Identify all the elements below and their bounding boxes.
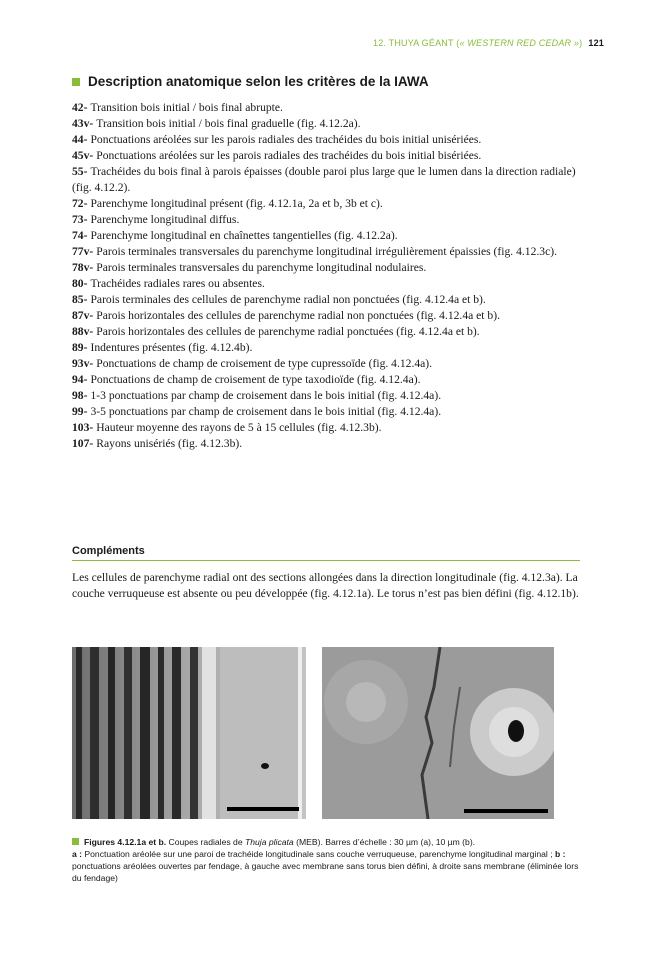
feature-code: 43v- (72, 117, 94, 130)
feature-code: 99- (72, 405, 88, 418)
feature-text: Transition bois initial / bois final graduelle (fig. 4.12.2a). (96, 117, 361, 130)
feature-text: Trachéides radiales rares ou absentes. (90, 277, 265, 290)
section-heading (72, 74, 429, 89)
complements-heading: Compléments (72, 545, 580, 561)
running-title: 12. THUYA GÉANT (« WESTERN RED CEDAR ») (373, 38, 583, 48)
feature-code: 98- (72, 389, 88, 402)
feature-item (72, 308, 587, 324)
feature-text: Parois terminales des cellules de parenchyme radial non ponctuées (fig. 4.12.4a et b). (90, 293, 486, 306)
feature-text: Parenchyme longitudinal en chaînettes tangentielles (fig. 4.12.2a). (90, 229, 398, 242)
feature-code: 107- (72, 437, 94, 450)
feature-text: Ponctuations de champ de croisement de type cupressoïde (fig. 4.12.4a). (96, 357, 433, 370)
feature-code: 72- (72, 197, 88, 210)
figure-caption: Figures 4.12.1a et b. Coupes radiales de Thuja plicata (MEB). Barres d’échelle : 30 µm (a), 10 µm (b). a : Ponctuation aréolée sur une paroi de trachéide longitudinale sans couche verruqueuse, parenchyme longitudinal marginal ; b : ponctuations aréolées ouvertes par fendage, à gauche avec membrane sans torus bien défini, à droite sans membrane (éliminée lors du fendage) (72, 837, 579, 883)
feature-text: Parois terminales transversales du parenchyme longitudinal irrégulièrement épaissies (fig. 4.12.3c). (96, 245, 557, 258)
feature-text: 1-3 ponctuations par champ de croisement dans le bois initial (fig. 4.12.4a). (90, 389, 442, 402)
caption-a-label: a : (72, 849, 83, 859)
feature-item (72, 244, 587, 260)
feature-code: 88v- (72, 325, 94, 338)
feature-item (72, 132, 587, 148)
feature-item (72, 404, 587, 420)
feature-code: 77v- (72, 245, 94, 258)
complements-paragraph: Les cellules de parenchyme radial ont des sections allongées dans la direction longitudinale (fig. 4.12.3a). La couche verruqueuse est absente ou peu développée (fig. 4.12.1a). Le torus n’est pas bien défini (fig. 4.12.1b). (72, 571, 579, 600)
caption-bullet-square-icon (72, 838, 79, 845)
running-header (373, 38, 604, 48)
feature-text: Parois terminales transversales du parenchyme longitudinal nodulaires. (96, 261, 427, 274)
caption-b-label: b : (555, 849, 566, 859)
feature-code: 74- (72, 229, 88, 242)
feature-item (72, 164, 587, 196)
feature-item (72, 340, 587, 356)
feature-text: Indentures présentes (fig. 4.12.4b). (90, 341, 253, 354)
feature-item (72, 436, 587, 452)
feature-code: 85- (72, 293, 88, 306)
iawa-feature-list (72, 100, 587, 452)
feature-item (72, 260, 587, 276)
feature-text: Hauteur moyenne des rayons de 5 à 15 cellules (fig. 4.12.3b). (96, 421, 382, 434)
feature-code: 89- (72, 341, 88, 354)
feature-text: Rayons unisériés (fig. 4.12.3b). (96, 437, 243, 450)
bullet-square-icon (72, 78, 80, 86)
feature-item (72, 212, 587, 228)
feature-item (72, 100, 587, 116)
feature-text: Transition bois initial / bois final abrupte. (90, 101, 283, 114)
feature-code: 73- (72, 213, 88, 226)
feature-code: 78v- (72, 261, 94, 274)
feature-item (72, 420, 587, 436)
feature-text: Ponctuations de champ de croisement de type taxodioïde (fig. 4.12.4a). (90, 373, 421, 386)
section-title: Description anatomique selon les critères de la IAWA (88, 74, 429, 89)
feature-item (72, 276, 587, 292)
feature-code: 103- (72, 421, 94, 434)
feature-item (72, 388, 587, 404)
feature-text: Ponctuations aréolées sur les parois radiales des trachéides du bois initial bisériées. (96, 149, 482, 162)
feature-item (72, 116, 587, 132)
feature-code: 44- (72, 133, 88, 146)
feature-code: 45v- (72, 149, 94, 162)
feature-text: 3-5 ponctuations par champ de croisement dans le bois initial (fig. 4.12.4a). (90, 405, 442, 418)
feature-code: 80- (72, 277, 88, 290)
feature-item (72, 196, 587, 212)
feature-text: Trachéides du bois final à parois épaisses (double paroi plus large que le lumen dans la direction radiale) (fig. 4.12.2). (72, 165, 576, 194)
figure-a-sem-image (72, 647, 306, 819)
feature-text: Parenchyme longitudinal diffus. (90, 213, 240, 226)
feature-code: 87v- (72, 309, 94, 322)
feature-text: Parenchyme longitudinal présent (fig. 4.12.1a, 2a et b, 3b et c). (90, 197, 383, 210)
feature-item (72, 372, 587, 388)
feature-code: 93v- (72, 357, 94, 370)
species-name: Thuja plicata (244, 837, 294, 847)
feature-code: 55- (72, 165, 88, 178)
feature-item (72, 292, 587, 308)
feature-text: Parois horizontales des cellules de parenchyme radial ponctuées (fig. 4.12.4a et b). (96, 325, 480, 338)
feature-code: 94- (72, 373, 88, 386)
figure-b-sem-image (322, 647, 554, 819)
feature-item (72, 324, 587, 340)
feature-text: Ponctuations aréolées sur les parois radiales des trachéides du bois initial unisériées. (90, 133, 482, 146)
feature-code: 42- (72, 101, 88, 114)
feature-item (72, 148, 587, 164)
feature-item (72, 228, 587, 244)
feature-text: Parois horizontales des cellules de parenchyme radial non ponctuées (fig. 4.12.4a et b). (96, 309, 500, 322)
caption-label: Figures 4.12.1a et b. (84, 837, 167, 847)
feature-item (72, 356, 587, 372)
page-number: 121 (588, 38, 604, 48)
